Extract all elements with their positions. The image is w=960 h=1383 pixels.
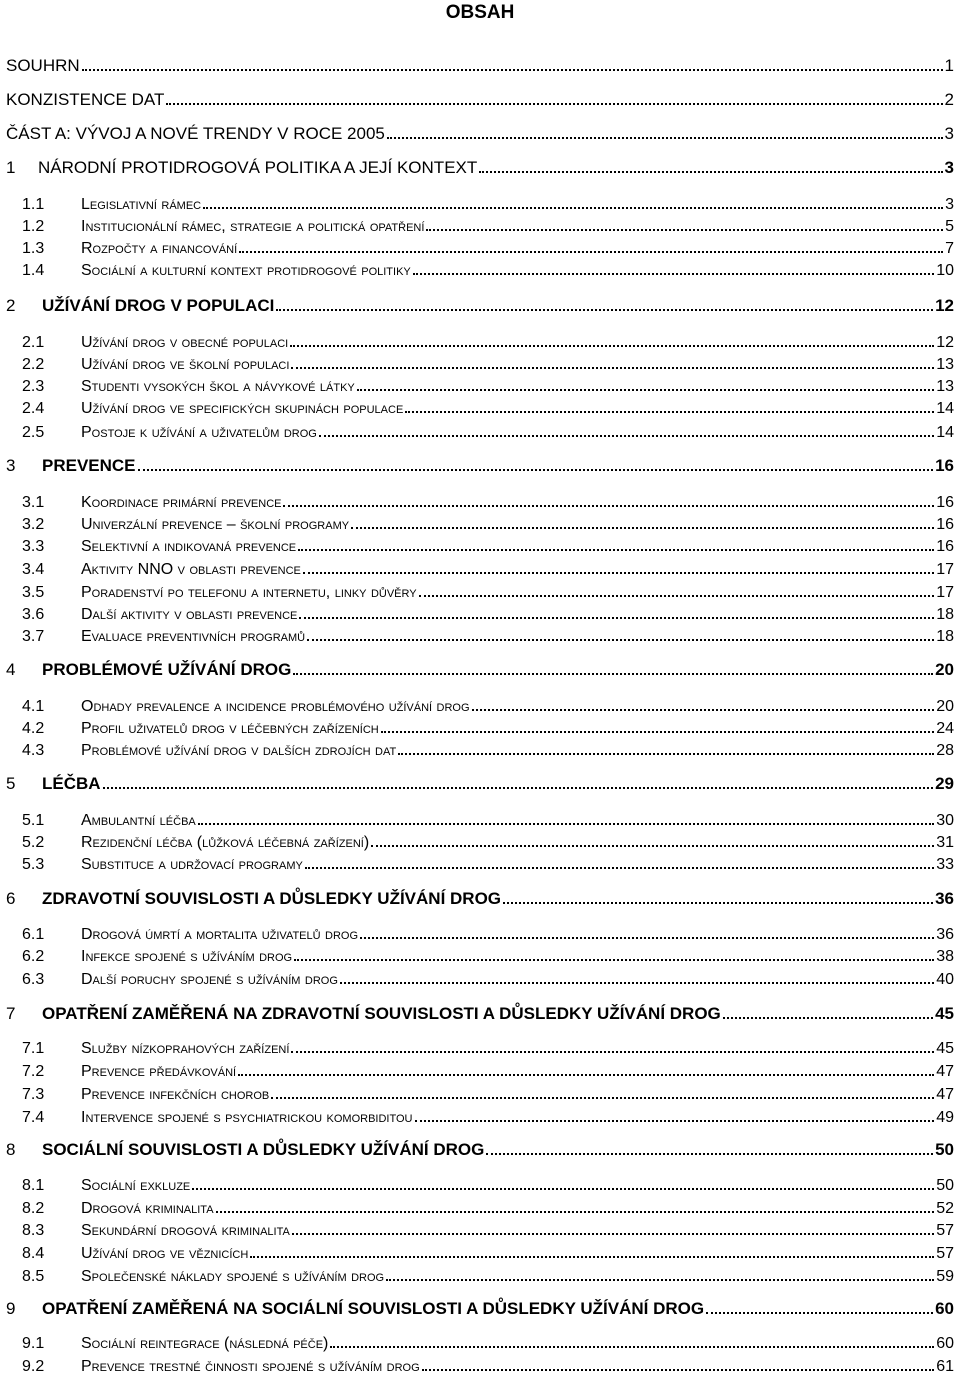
toc-entry[interactable]	[6, 122, 954, 144]
toc-entry-label: Prevence trestné činnosti spojené s užíváním drog	[81, 1358, 420, 1375]
toc-entry-page: 14	[936, 424, 954, 441]
dot-leader	[216, 1211, 935, 1213]
toc-entry-label: Legislativní rámec	[81, 196, 202, 213]
toc-entry-label: Užívání drog ve věznicích	[81, 1245, 249, 1262]
toc-entry-number: 6	[6, 889, 16, 908]
toc-entry-number: 3.3	[22, 538, 45, 555]
toc-entry[interactable]	[6, 1002, 954, 1024]
toc-entry[interactable]	[22, 1218, 954, 1240]
toc-entry-number: 6.1	[22, 926, 45, 943]
toc-entry-label: Sekundární drogová kriminalita	[81, 1222, 290, 1239]
dot-leader	[330, 1346, 934, 1348]
toc-entry-number: 3.5	[22, 584, 45, 601]
toc-entry[interactable]	[6, 658, 954, 680]
dot-leader	[351, 527, 934, 529]
toc-entry-number: 6.3	[22, 971, 45, 988]
dot-leader	[299, 617, 934, 619]
toc-entry-label: OPATŘENÍ ZAMĚŘENÁ NA ZDRAVOTNÍ SOUVISLOSTI A DŮSLEDKY UŽÍVÁNÍ DROG	[42, 1004, 721, 1023]
toc-entry-number: 2.2	[22, 356, 45, 373]
toc-entry-page: 18	[936, 606, 954, 623]
toc-entry[interactable]	[22, 258, 954, 280]
toc-entry-number: 6.2	[22, 948, 45, 965]
toc-entry-label: KONZISTENCE DAT	[6, 90, 165, 109]
toc-entry-label: ČÁST A: VÝVOJ A NOVÉ TRENDY V ROCE 2005	[6, 124, 385, 143]
toc-entry-page: 20	[936, 698, 954, 715]
toc-entry-number: 4	[6, 660, 16, 679]
toc-entry-label: Užívání drog ve specifických skupinách populace	[81, 400, 404, 417]
toc-entry[interactable]	[22, 1241, 954, 1263]
toc-entry-page: 57	[936, 1245, 954, 1262]
toc-entry[interactable]	[22, 1331, 954, 1353]
toc-entry-number: 3	[6, 456, 16, 475]
toc-entry[interactable]	[6, 88, 954, 110]
dot-leader	[203, 207, 943, 209]
toc-entry-label: Služby nízkoprahových zařízení	[81, 1040, 290, 1057]
toc-entry-label: Další poruchy spojené s užíváním drog	[81, 971, 338, 988]
dot-leader	[706, 1312, 933, 1314]
toc-entry[interactable]	[22, 1036, 954, 1058]
toc-entry-number: 1.1	[22, 196, 45, 213]
toc-entry-label: Intervence spojené s psychiatrickou komorbiditou	[81, 1109, 413, 1126]
toc-entry-page: 33	[936, 856, 954, 873]
toc-entry-number: 8	[6, 1140, 16, 1159]
toc-entry[interactable]	[6, 887, 954, 909]
toc-entry-page: 52	[936, 1200, 954, 1217]
dot-leader	[238, 1074, 934, 1076]
toc-entry-page: 57	[936, 1222, 954, 1239]
toc-entry-label: Rozpočty a financování	[81, 240, 238, 257]
dot-leader	[360, 937, 934, 939]
toc-entry-label: Užívání drog ve školní populaci	[81, 356, 290, 373]
dot-leader	[239, 251, 943, 253]
toc-entry-page: 2	[944, 90, 954, 109]
toc-entry-number: 5	[6, 774, 16, 793]
toc-entry[interactable]	[22, 808, 954, 830]
toc-entry-label: Prevence předávkování	[81, 1063, 237, 1080]
toc-entry-number: 3.7	[22, 628, 45, 645]
dot-leader	[405, 411, 934, 413]
dot-leader	[291, 1051, 934, 1053]
toc-entry-number: 3.4	[22, 561, 45, 578]
toc-entry-number: 8.4	[22, 1245, 45, 1262]
toc-entry[interactable]	[22, 624, 954, 646]
toc-entry-page: 3	[944, 124, 954, 143]
toc-entry-label: Prevence infekčních chorob	[81, 1086, 270, 1103]
toc-entry-number: 5.2	[22, 834, 45, 851]
toc-entry-page: 16	[935, 456, 954, 475]
toc-entry-label: Poradenství po telefonu a internetu, linky důvěry	[81, 584, 417, 601]
toc-entry[interactable]	[22, 557, 954, 579]
dot-leader	[292, 1233, 934, 1235]
toc-entry-number: 1	[6, 158, 16, 177]
toc-entry-page: 17	[936, 561, 954, 578]
dot-leader	[192, 1188, 934, 1190]
toc-entry-label: SOUHRN	[6, 56, 80, 75]
toc-entry-number: 2.3	[22, 378, 45, 395]
dot-leader	[386, 1279, 934, 1281]
toc-entry-number: 3.2	[22, 516, 45, 533]
toc-entry-number: 8.5	[22, 1268, 45, 1285]
toc-entry-page: 60	[936, 1335, 954, 1352]
dot-leader	[82, 69, 943, 71]
dot-leader	[291, 367, 934, 369]
dot-leader	[303, 572, 934, 574]
toc-entry-number: 2.1	[22, 334, 45, 351]
dot-leader	[723, 1017, 933, 1019]
toc-entry-page: 20	[935, 660, 954, 679]
dot-leader	[419, 595, 935, 597]
toc-entry-label: PROBLÉMOVÉ UŽÍVÁNÍ DROG	[42, 660, 292, 679]
toc-entry-number: 4.2	[22, 720, 45, 737]
toc-entry-page: 7	[945, 240, 954, 257]
toc-entry-page: 29	[935, 774, 954, 793]
toc-entry-label: Postoje k užívání a uživatelům drog	[81, 424, 317, 441]
toc-entry-label: Rezidenční léčba (lůžková léčebná zařízení)	[81, 834, 370, 851]
toc-entry-label: OPATŘENÍ ZAMĚŘENÁ NA SOCIÁLNÍ SOUVISLOSTI A DŮSLEDKY UŽÍVÁNÍ DROG	[42, 1299, 705, 1318]
toc-entry-label: Selektivní a indikovaná prevence	[81, 538, 297, 555]
toc-entry-page: 28	[936, 742, 954, 759]
dot-leader	[503, 902, 933, 904]
toc-entry-label: Problémové užívání drog v dalších zdrojích dat	[81, 742, 397, 759]
toc-entry-page: 40	[936, 971, 954, 988]
toc-entry-number: 4.3	[22, 742, 45, 759]
toc-entry[interactable]	[22, 214, 954, 236]
dot-leader	[319, 435, 934, 437]
toc-entry-page: 1	[944, 56, 954, 75]
toc-entry-page: 12	[935, 296, 954, 315]
dot-leader	[381, 731, 934, 733]
toc-entry-page: 36	[935, 889, 954, 908]
toc-entry-label: Profil uživatelů drog v léčebných zařízeních	[81, 720, 379, 737]
toc-entry-label: PREVENCE	[42, 456, 136, 475]
toc-entry[interactable]	[22, 420, 954, 442]
toc-entry-page: 16	[936, 538, 954, 555]
dot-leader	[293, 673, 933, 675]
toc-entry[interactable]	[22, 1082, 954, 1104]
toc-entry[interactable]	[22, 512, 954, 534]
dot-leader	[371, 845, 934, 847]
toc-entry[interactable]	[22, 374, 954, 396]
toc-entry-label: SOCIÁLNÍ SOUVISLOSTI A DŮSLEDKY UŽÍVÁNÍ DROG	[42, 1140, 485, 1159]
toc-entry-page: 61	[936, 1358, 954, 1375]
toc-entry-number: 9.2	[22, 1358, 45, 1375]
toc-entry-number: 4.1	[22, 698, 45, 715]
toc-entry-page: 60	[935, 1299, 954, 1318]
toc-entry-page: 50	[935, 1140, 954, 1159]
toc-entry[interactable]	[22, 1196, 954, 1218]
toc-entry-number: 7	[6, 1004, 16, 1023]
dot-leader	[472, 709, 935, 711]
toc-entry-label: ZDRAVOTNÍ SOUVISLOSTI A DŮSLEDKY UŽÍVÁNÍ DROG	[42, 889, 502, 908]
dot-leader	[290, 345, 934, 347]
dot-leader	[276, 309, 933, 311]
toc-entry-page: 49	[936, 1109, 954, 1126]
toc-entry-page: 17	[936, 584, 954, 601]
toc-entry-page: 45	[936, 1040, 954, 1057]
toc-entry[interactable]	[6, 454, 954, 476]
toc-entry[interactable]	[6, 1297, 954, 1319]
toc-entry-page: 3	[944, 158, 954, 177]
toc-entry-number: 3.6	[22, 606, 45, 623]
toc-entry[interactable]	[22, 922, 954, 944]
toc-entry[interactable]	[22, 602, 954, 624]
dot-leader	[398, 753, 934, 755]
dot-leader	[166, 103, 942, 105]
toc-entry-label: LÉČBA	[42, 774, 101, 793]
toc-entry-number: 7.2	[22, 1063, 45, 1080]
toc-entry-page: 31	[936, 834, 954, 851]
toc-entry[interactable]	[6, 294, 954, 316]
toc-entry-number: 1.2	[22, 218, 45, 235]
toc-entry-page: 16	[936, 494, 954, 511]
toc-entry[interactable]	[22, 738, 954, 760]
toc-entry-number: 5.3	[22, 856, 45, 873]
dot-leader	[305, 867, 934, 869]
toc-entry[interactable]	[22, 490, 954, 512]
toc-entry-label: Další aktivity v oblasti prevence	[81, 606, 298, 623]
toc-entry-label: Sociální reintegrace (následná péče)	[81, 1335, 329, 1352]
toc-entry[interactable]	[6, 1138, 954, 1160]
dot-leader	[422, 1369, 935, 1371]
toc-entry-page: 14	[936, 400, 954, 417]
toc-entry-page: 13	[936, 378, 954, 395]
toc-entry[interactable]	[6, 772, 954, 794]
toc-entry-label: Koordinace primární prevence	[81, 494, 282, 511]
toc-entry-page: 47	[936, 1086, 954, 1103]
toc-entry[interactable]	[6, 156, 954, 178]
toc-entry-label: Drogová úmrtí a mortalita uživatelů drog	[81, 926, 359, 943]
toc-entry-number: 3.1	[22, 494, 45, 511]
dot-leader	[340, 982, 934, 984]
toc-entry-number: 2.5	[22, 424, 45, 441]
toc-entry-label: UŽÍVÁNÍ DROG V POPULACI	[42, 296, 275, 315]
toc-entry-number: 5.1	[22, 812, 45, 829]
dot-leader	[486, 1153, 933, 1155]
toc-entry-label: Drogová kriminalita	[81, 1200, 214, 1217]
toc-entry[interactable]	[22, 694, 954, 716]
toc-entry[interactable]	[22, 944, 954, 966]
dot-leader	[103, 787, 934, 789]
toc-entry-page: 47	[936, 1063, 954, 1080]
toc-entry-number: 1.4	[22, 262, 45, 279]
dot-leader	[479, 171, 942, 173]
toc-entry-page: 16	[936, 516, 954, 533]
toc-entry-page: 38	[936, 948, 954, 965]
toc-entry[interactable]	[22, 352, 954, 374]
dot-leader	[250, 1256, 934, 1258]
toc-entry[interactable]	[22, 1354, 954, 1376]
toc-entry-label: Institucionální rámec, strategie a politická opatření	[81, 218, 425, 235]
toc-entry-label: Substituce a udržovací programy	[81, 856, 303, 873]
toc-entry-page: 18	[936, 628, 954, 645]
toc-entry-page: 13	[936, 356, 954, 373]
toc-entry-label: Ambulantní léčba	[81, 812, 196, 829]
dot-leader	[198, 823, 934, 825]
toc-entry-page: 30	[936, 812, 954, 829]
dot-leader	[294, 959, 934, 961]
dot-leader	[307, 639, 934, 641]
toc-entry-number: 7.3	[22, 1086, 45, 1103]
toc-entry-number: 8.1	[22, 1177, 45, 1194]
toc-entry-label: Evaluace preventivních programů	[81, 628, 306, 645]
toc-entry[interactable]	[22, 716, 954, 738]
toc-entry[interactable]	[22, 1264, 954, 1286]
toc-entry-number: 2	[6, 296, 16, 315]
dot-leader	[426, 229, 943, 231]
toc-entry[interactable]	[22, 830, 954, 852]
toc-entry-page: 3	[945, 196, 954, 213]
toc-entry[interactable]	[22, 236, 954, 258]
toc-entry-label: Sociální a kulturní kontext protidrogové politiky	[81, 262, 411, 279]
dot-leader	[357, 389, 934, 391]
toc-entry-number: 7.4	[22, 1109, 45, 1126]
toc-entry-label: Sociální exkluze	[81, 1177, 191, 1194]
toc-entry-page: 36	[936, 926, 954, 943]
toc-entry[interactable]	[22, 852, 954, 874]
toc-entry-page: 45	[935, 1004, 954, 1023]
toc-entry-number: 9	[6, 1299, 16, 1318]
toc-entry[interactable]	[22, 967, 954, 989]
toc-entry[interactable]	[22, 580, 954, 602]
toc-entry-page: 59	[936, 1268, 954, 1285]
dot-leader	[415, 1120, 935, 1122]
toc-entry-number: 2.4	[22, 400, 45, 417]
toc-entry-label: Aktivity NNO v oblasti prevence	[81, 561, 301, 578]
toc-entry[interactable]	[22, 1105, 954, 1127]
toc-entry[interactable]	[22, 1059, 954, 1081]
toc-entry-page: 5	[945, 218, 954, 235]
toc-entry-page: 10	[936, 262, 954, 279]
toc-entry-page: 24	[936, 720, 954, 737]
toc-entry[interactable]	[22, 396, 954, 418]
dot-leader	[413, 273, 934, 275]
toc-entry-label: Společenské náklady spojené s užíváním drog	[81, 1268, 385, 1285]
toc-entry[interactable]	[22, 1173, 954, 1195]
toc-entry-label: Studenti vysokých škol a návykové látky	[81, 378, 355, 395]
toc-entry[interactable]	[6, 54, 954, 76]
toc-entry-number: 7.1	[22, 1040, 45, 1057]
toc-entry-label: Infekce spojené s užíváním drog	[81, 948, 293, 965]
toc-entry[interactable]	[22, 330, 954, 352]
dot-leader	[387, 137, 943, 139]
dot-leader	[298, 549, 934, 551]
toc-entry[interactable]	[22, 192, 954, 214]
toc-entry-label: Univerzální prevence – školní programy	[81, 516, 350, 533]
page-title: OBSAH	[445, 2, 515, 23]
toc-entry-number: 9.1	[22, 1335, 45, 1352]
toc-entry-label: Odhady prevalence a incidence problémového užívání drog	[81, 698, 470, 715]
toc-entry-page: 50	[936, 1177, 954, 1194]
toc-entry-page: 12	[936, 334, 954, 351]
dot-leader	[283, 505, 934, 507]
toc-entry-number: 8.2	[22, 1200, 45, 1217]
dot-leader	[138, 469, 934, 471]
toc-entry-number: 1.3	[22, 240, 45, 257]
dot-leader	[271, 1097, 934, 1099]
toc-entry[interactable]	[22, 534, 954, 556]
toc-entry-label: NÁRODNÍ PROTIDROGOVÁ POLITIKA A JEJÍ KONTEXT	[38, 158, 478, 177]
toc-entry-number: 8.3	[22, 1222, 45, 1239]
toc-entry-label: Užívání drog v obecné populaci	[81, 334, 289, 351]
